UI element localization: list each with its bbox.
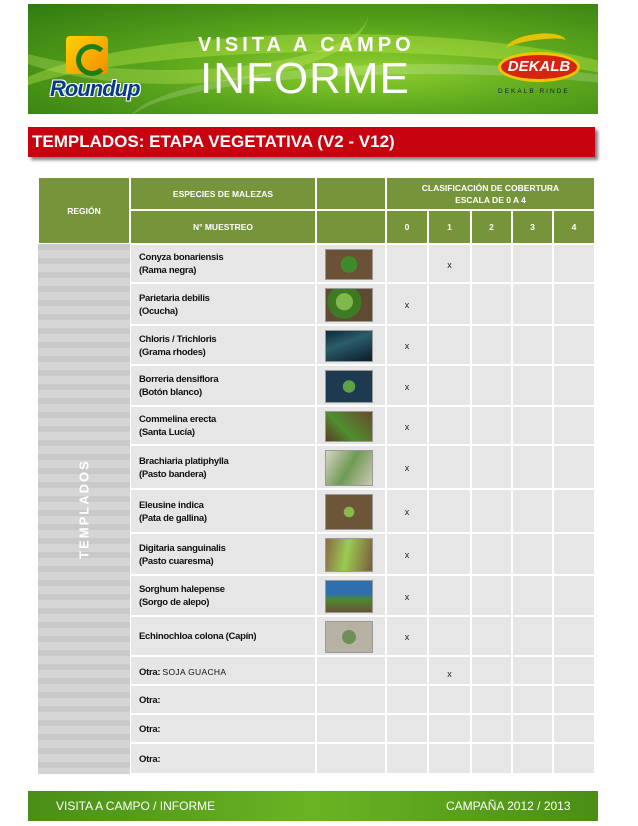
footer-right: CAMPAÑA 2012 / 2013 — [446, 799, 571, 813]
score-cell-4 — [553, 283, 595, 325]
score-cell-4 — [553, 406, 595, 445]
coverage-mark: x — [404, 341, 410, 351]
image-cell — [316, 244, 386, 283]
score-cell-3 — [512, 656, 553, 685]
species-cell — [130, 325, 316, 365]
score-cell-0 — [386, 283, 428, 325]
score-cell-3 — [512, 325, 553, 365]
header-scale-2: 2 — [471, 210, 512, 244]
species-name — [139, 631, 256, 644]
species-name — [139, 543, 226, 568]
species-scientific-name: Commelina erecta — [139, 414, 217, 425]
weed-grass-gray-image — [325, 621, 373, 653]
score-cell-0 — [386, 575, 428, 616]
weed-seedling-soil-image — [325, 538, 373, 572]
weed-sorghum-image — [325, 580, 373, 613]
score-cell-2 — [471, 685, 512, 714]
header-blank — [316, 177, 386, 210]
score-cell-3 — [512, 533, 553, 575]
image-cell — [316, 406, 386, 445]
species-common-name: (Grama rhodes) — [139, 346, 206, 358]
section-title: TEMPLADOS: ETAPA VEGETATIVA (V2 - V12) — [32, 132, 395, 151]
species-name — [139, 456, 229, 481]
other-row — [130, 685, 595, 714]
score-cell-4 — [553, 445, 595, 489]
header-scale-1: 1 — [428, 210, 471, 244]
image-cell — [316, 445, 386, 489]
table-row — [130, 406, 595, 445]
species-cell — [130, 244, 316, 283]
weed-sprig-dark-image — [325, 370, 373, 403]
score-cell-4 — [553, 365, 595, 406]
score-cell-3 — [512, 575, 553, 616]
image-cell — [316, 489, 386, 533]
score-cell-3 — [512, 406, 553, 445]
species-common-name: (Santa Lucía) — [139, 426, 195, 438]
weed-grass-light-image — [325, 450, 373, 486]
species-scientific-name: Conyza bonariensis — [139, 252, 224, 263]
score-cell-1 — [428, 283, 471, 325]
score-cell-1 — [428, 616, 471, 656]
other-row — [130, 743, 595, 774]
table-row — [130, 533, 595, 575]
score-cell-3 — [512, 283, 553, 325]
score-cell-1 — [428, 489, 471, 533]
footer-left: VISITA A CAMPO / INFORME — [56, 799, 216, 813]
score-cell-3 — [512, 244, 553, 283]
score-cell-2 — [471, 656, 512, 685]
species-cell — [130, 365, 316, 406]
species-cell — [130, 445, 316, 489]
score-cell-4 — [553, 325, 595, 365]
weed-grass-dark-image — [325, 330, 373, 362]
species-cell — [130, 283, 316, 325]
dekalb-logo-text: DEKALB — [498, 52, 580, 82]
weed-broadleaf-image — [325, 288, 373, 322]
score-cell-1 — [428, 575, 471, 616]
dekalb-tagline: DEKALB RINDE — [498, 88, 570, 95]
score-cell-3 — [512, 743, 553, 774]
header-sample: N° MUESTREO — [130, 210, 316, 244]
image-cell — [316, 325, 386, 365]
image-cell — [316, 656, 386, 685]
score-cell-1 — [428, 714, 471, 743]
species-cell — [130, 685, 316, 714]
score-cell-0 — [386, 406, 428, 445]
species-scientific-name: Sorghum halepense — [139, 584, 225, 595]
table-row — [130, 616, 595, 656]
coverage-mark: x — [404, 507, 410, 517]
species-common-name: (Rama negra) — [139, 264, 197, 276]
species-scientific-name: Eleusine indica — [139, 500, 204, 511]
score-cell-0 — [386, 714, 428, 743]
region-column — [38, 244, 130, 774]
score-cell-0 — [386, 244, 428, 283]
other-species — [139, 724, 160, 737]
other-label: Otra: — [139, 754, 161, 765]
weed-rosette-image — [325, 249, 373, 280]
score-cell-4 — [553, 714, 595, 743]
other-value: SOJA GUACHA — [162, 667, 227, 677]
species-scientific-name: Echinochloa colona (Capín) — [139, 631, 257, 642]
score-cell-4 — [553, 575, 595, 616]
table-row — [130, 489, 595, 533]
score-cell-0 — [386, 445, 428, 489]
score-cell-3 — [512, 489, 553, 533]
score-cell-1 — [428, 533, 471, 575]
score-cell-1 — [428, 244, 471, 283]
header-species: ESPECIES DE MALEZAS — [130, 177, 316, 210]
score-cell-0 — [386, 685, 428, 714]
score-cell-2 — [471, 575, 512, 616]
roundup-logo — [50, 36, 140, 106]
species-cell — [130, 533, 316, 575]
score-cell-1 — [428, 325, 471, 365]
species-name — [139, 374, 218, 399]
weed-leafy-image — [325, 411, 373, 442]
coverage-mark: x — [404, 422, 410, 432]
score-cell-2 — [471, 445, 512, 489]
other-row — [130, 714, 595, 743]
image-cell — [316, 685, 386, 714]
score-cell-4 — [553, 656, 595, 685]
coverage-mark: x — [404, 300, 410, 310]
species-name — [139, 414, 216, 439]
species-name — [139, 500, 207, 525]
species-cell — [130, 489, 316, 533]
species-name — [139, 252, 223, 277]
species-common-name: (Botón blanco) — [139, 386, 202, 398]
coverage-mark: x — [404, 550, 410, 560]
score-cell-2 — [471, 533, 512, 575]
header-scale-4: 4 — [553, 210, 595, 244]
header-scale: ESCALA DE 0 A 4 — [455, 194, 526, 205]
image-cell — [316, 743, 386, 774]
table-row — [130, 325, 595, 365]
species-scientific-name: Parietaria debilis — [139, 293, 210, 304]
score-cell-1 — [428, 445, 471, 489]
species-common-name: (Sorgo de alepo) — [139, 596, 210, 608]
table-row — [130, 283, 595, 325]
image-cell — [316, 533, 386, 575]
image-cell — [316, 365, 386, 406]
other-species — [139, 666, 226, 680]
roundup-logo-icon — [66, 36, 108, 74]
species-common-name: (Pasto bandera) — [139, 468, 207, 480]
coverage-mark: x — [404, 463, 410, 473]
section-title-bar — [28, 127, 595, 157]
species-scientific-name: Borreria densiflora — [139, 374, 219, 385]
image-cell — [316, 283, 386, 325]
species-scientific-name: Digitaria sanguinalis — [139, 543, 226, 554]
coverage-mark: x — [404, 382, 410, 392]
other-label: Otra: — [139, 695, 161, 706]
species-common-name: (Ocucha) — [139, 305, 178, 317]
species-cell — [130, 656, 316, 685]
score-cell-1 — [428, 743, 471, 774]
score-cell-2 — [471, 244, 512, 283]
score-cell-0 — [386, 616, 428, 656]
score-cell-2 — [471, 714, 512, 743]
score-cell-4 — [553, 743, 595, 774]
header-region: REGIÓN — [38, 177, 130, 244]
score-cell-2 — [471, 616, 512, 656]
species-name — [139, 293, 210, 318]
species-common-name: (Pasto cuaresma) — [139, 555, 214, 567]
score-cell-4 — [553, 489, 595, 533]
score-cell-1 — [428, 685, 471, 714]
species-name — [139, 334, 216, 359]
image-cell — [316, 575, 386, 616]
coverage-mark: x — [447, 669, 452, 679]
table-row — [130, 445, 595, 489]
species-cell — [130, 743, 316, 774]
image-cell — [316, 616, 386, 656]
species-cell — [130, 616, 316, 656]
coverage-mark: x — [447, 260, 452, 270]
score-cell-2 — [471, 283, 512, 325]
score-cell-0 — [386, 325, 428, 365]
banner-title: INFORME — [200, 54, 410, 103]
score-cell-2 — [471, 406, 512, 445]
score-cell-0 — [386, 489, 428, 533]
score-cell-3 — [512, 714, 553, 743]
header-classification — [386, 177, 595, 210]
score-cell-1 — [428, 406, 471, 445]
header-scale-3: 3 — [512, 210, 553, 244]
score-cell-2 — [471, 365, 512, 406]
score-cell-0 — [386, 365, 428, 406]
score-cell-0 — [386, 743, 428, 774]
score-cell-2 — [471, 743, 512, 774]
header-classification-title: CLASIFICACIÓN DE COBERTURA — [421, 182, 560, 193]
species-name — [139, 584, 225, 609]
header-scale-0: 0 — [386, 210, 428, 244]
score-cell-4 — [553, 533, 595, 575]
other-species — [139, 695, 160, 708]
table-row — [130, 575, 595, 616]
header-banner — [28, 4, 598, 114]
other-species — [139, 754, 160, 767]
score-cell-3 — [512, 616, 553, 656]
roundup-logo-text: Roundup — [50, 76, 140, 101]
coverage-mark: x — [404, 592, 410, 602]
score-cell-2 — [471, 325, 512, 365]
banner-subtitle: VISITA A CAMPO — [198, 34, 415, 56]
coverage-mark: x — [404, 632, 410, 642]
dekalb-logo — [498, 34, 594, 104]
weed-grass-soil-image — [325, 494, 373, 530]
score-cell-3 — [512, 445, 553, 489]
score-cell-2 — [471, 489, 512, 533]
score-cell-3 — [512, 685, 553, 714]
table-row — [130, 244, 595, 283]
score-cell-1 — [428, 656, 471, 685]
score-cell-4 — [553, 685, 595, 714]
score-cell-0 — [386, 656, 428, 685]
footer-bar — [28, 791, 598, 821]
species-cell — [130, 714, 316, 743]
other-row — [130, 656, 595, 685]
table-row — [130, 365, 595, 406]
species-cell — [130, 575, 316, 616]
image-cell — [316, 714, 386, 743]
header-blank — [316, 210, 386, 244]
other-label: Otra: — [139, 667, 161, 678]
species-scientific-name: Brachiaria platiphylla — [139, 456, 229, 467]
score-cell-3 — [512, 365, 553, 406]
other-label: Otra: — [139, 724, 161, 735]
score-cell-0 — [386, 533, 428, 575]
species-common-name: (Pata de gallina) — [139, 512, 207, 524]
region-label: TEMPLADOS — [76, 459, 92, 559]
score-cell-4 — [553, 244, 595, 283]
score-cell-1 — [428, 365, 471, 406]
species-scientific-name: Chloris / Trichloris — [139, 334, 217, 345]
species-cell — [130, 406, 316, 445]
score-cell-4 — [553, 616, 595, 656]
